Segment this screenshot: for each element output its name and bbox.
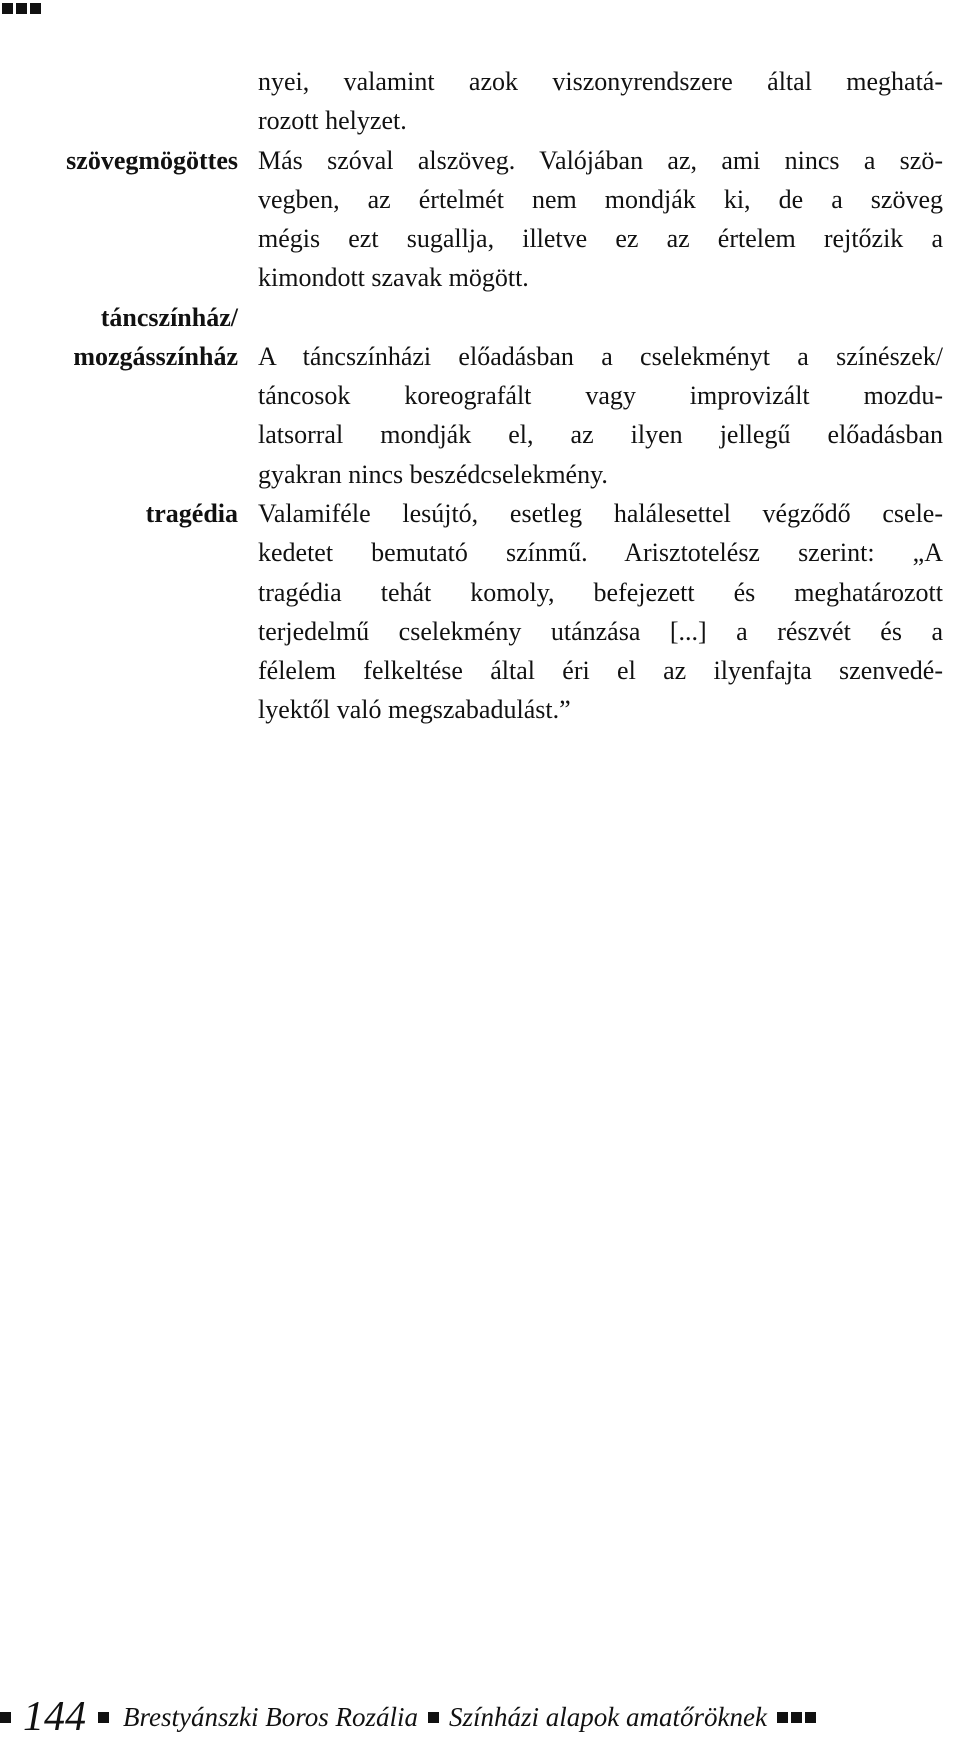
definition-line: gyakran nincs beszédcselekmény. <box>258 459 608 489</box>
square-bullet-icon <box>428 1712 439 1723</box>
square-bullet-icon <box>2 3 13 14</box>
definition-line: Más szóval alszöveg. Valójában az, ami nincs a szö- <box>258 145 943 175</box>
square-bullet-icon <box>30 3 41 14</box>
definition-line: latsorral mondják el, az ilyen jellegű előadásban <box>258 420 943 450</box>
square-bullet-icon <box>98 1712 109 1723</box>
definition-line: kimondott szavak mögött. <box>258 263 529 293</box>
glossary-entry-continuation <box>0 62 960 141</box>
definition-line: Valamiféle lesújtó, esetleg halálesettel végződő csele- <box>258 498 943 528</box>
definition-line: félelem felkeltése által éri el az ilyenfajta szenvedé- <box>258 656 943 686</box>
definition <box>258 298 943 494</box>
definition-line: kedetet bemutató színmű. Arisztotelész szerint: „A <box>258 538 943 568</box>
glossary-term-line: táncszínház/ <box>100 302 238 332</box>
definition-line: vegben, az értelmét nem mondják ki, de a szöveg <box>258 184 943 214</box>
definition-line: lyektől való megszabadulást.” <box>258 695 571 725</box>
square-bullet-icon <box>16 3 27 14</box>
square-bullet-icon <box>777 1712 788 1723</box>
definition-line: nyei, valamint azok viszonyrendszere által meghatá- <box>258 67 943 96</box>
definition-line: mégis ezt sugallja, illetve ez az értelem rejtőzik a <box>258 224 943 254</box>
definition <box>258 141 943 298</box>
definition-line: rozott helyzet. <box>258 106 407 136</box>
page-number: 144 <box>23 1694 86 1740</box>
definition-line: táncosok koreografált vagy improvizált mozdu- <box>258 381 943 411</box>
square-bullet-icon <box>0 1712 11 1723</box>
definition <box>258 494 943 730</box>
glossary-term <box>73 298 238 376</box>
glossary-term: szövegmögöttes <box>66 145 238 175</box>
definition-line: terjedelmű cselekmény utánzása [...] a részvét és a <box>258 616 943 646</box>
glossary <box>0 62 960 730</box>
glossary-entry <box>0 298 960 494</box>
footer-ornament <box>777 1712 816 1723</box>
glossary-entry <box>0 494 960 730</box>
glossary-entry <box>0 141 960 298</box>
definition-line: tragédia tehát komoly, befejezett és meghatározott <box>258 577 943 607</box>
definition <box>258 62 943 141</box>
footer-book-title: Színházi alapok amatőröknek <box>448 1702 767 1732</box>
glossary-term: tragédia <box>145 498 238 528</box>
square-bullet-icon <box>805 1712 816 1723</box>
page-footer <box>0 1694 960 1740</box>
footer-author: Brestyánszki Boros Rozália <box>123 1702 418 1732</box>
definition-line: A táncszínházi előadásban a cselekményt a színészek/ <box>258 341 943 371</box>
header-ornament <box>2 3 41 14</box>
glossary-term-line: mozgásszínház <box>73 341 238 371</box>
square-bullet-icon <box>791 1712 802 1723</box>
